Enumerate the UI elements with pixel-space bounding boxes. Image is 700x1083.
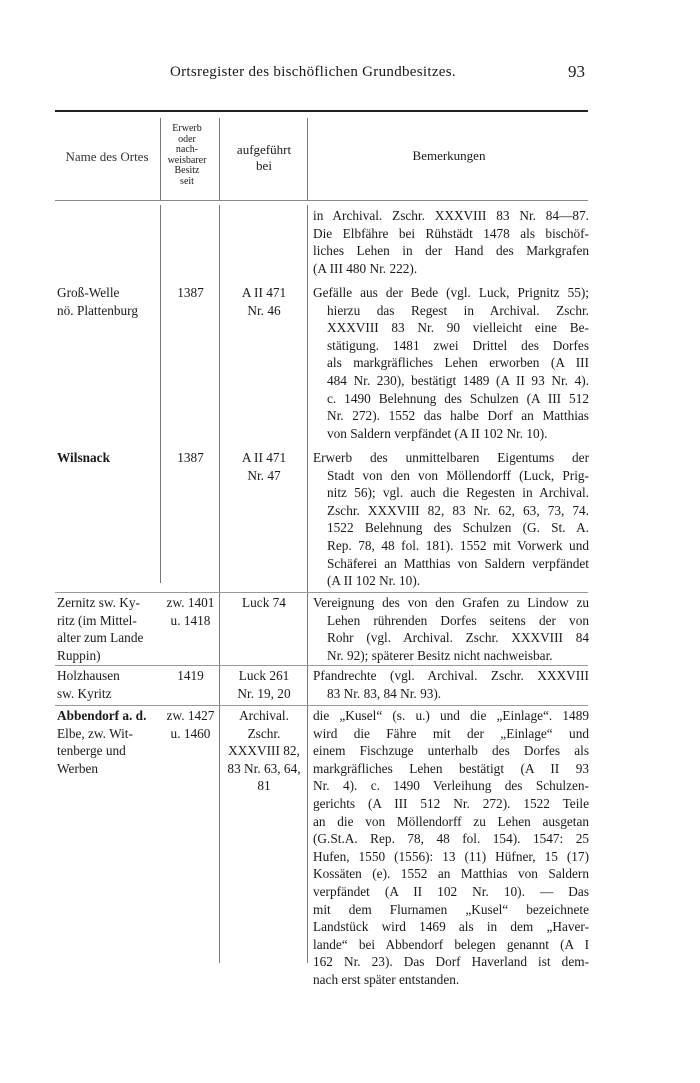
remarks-line: Rep. 78, 48 fol. 181). 1552 mit Vorwerk und xyxy=(327,537,589,553)
remarks-line: (G.St.A. Rep. 78, 48 fol. 154). 1547: 25 xyxy=(313,831,589,847)
remarks-line: Vereignung des von den Grafen zu Lindow zu xyxy=(313,595,589,610)
acquisition-year-line: u. 1460 xyxy=(170,725,211,741)
place-name-line: Zernitz sw. Ky- xyxy=(57,595,140,610)
remarks-line: Nr. 92); späterer Besitz nicht nachweisbar. xyxy=(327,647,553,663)
column-divider xyxy=(219,205,220,963)
remarks-line: verpfändet (A II 102 Nr. 10). — Das xyxy=(313,883,589,899)
remarks-line: an die von Möllendorff zu Lehen ausgetan xyxy=(313,813,589,829)
reference-line: Archival. xyxy=(239,708,289,723)
remarks-line: als markgräfliches Lehen erworben (A III xyxy=(327,355,589,371)
header-bemerkungen-column: Bemerkungen xyxy=(412,148,486,163)
header-erwerb-line: weisbarer xyxy=(167,154,207,166)
reference xyxy=(223,284,305,319)
remarks xyxy=(313,207,589,277)
column-divider xyxy=(307,118,308,200)
remarks-line: Rohr (vgl. Archival. Zschr. XXXVIII 84 xyxy=(327,630,589,646)
top-rule xyxy=(55,110,588,112)
column-divider xyxy=(219,118,220,200)
reference-line: XXXVIII 82, xyxy=(228,743,300,759)
place-name-line: Ruppin) xyxy=(57,647,101,663)
remarks-line: (A III 480 Nr. 222). xyxy=(313,260,418,276)
reference-line: Luck 74 xyxy=(242,595,286,610)
place-name xyxy=(57,707,162,777)
remarks-line: mit dem Flurnamen „Kusel“ bezeichnete xyxy=(313,901,589,917)
remarks-line: Die Elbfähre bei Rühstädt 1478 als bischöf- xyxy=(313,225,589,241)
remarks-line: Schäferei an Matthias von Saldern verpfändet xyxy=(327,555,589,571)
reference-line: Nr. 47 xyxy=(247,467,281,483)
acquisition-year-line: 1387 xyxy=(177,450,204,465)
row-rule xyxy=(55,705,588,706)
header-erwerb-line: oder xyxy=(178,133,196,145)
remarks-line: in Archival. Zschr. XXXVIII 83 Nr. 84—87. xyxy=(313,208,589,223)
column-divider xyxy=(160,118,161,200)
remarks-line: Zschr. XXXVIII 82, 83 Nr. 62, 63, 73, 74. xyxy=(327,502,589,518)
header-rule xyxy=(55,200,588,201)
acquisition-year-line: u. 1418 xyxy=(170,612,211,628)
header-erwerb-line: seit xyxy=(180,175,194,187)
remarks-line: (A II 102 Nr. 10). xyxy=(327,573,421,589)
acquisition-year xyxy=(163,594,218,629)
remarks xyxy=(313,707,589,989)
remarks-line: Pfandrechte (vgl. Archival. Zschr. XXXVIII xyxy=(313,668,589,683)
acquisition-year-line: 1387 xyxy=(177,285,204,300)
remarks-line: wird die Fähre mit der „Einlage“ und xyxy=(313,725,589,741)
remarks-line: Lehen rührenden Dorfes seitens der von xyxy=(327,612,589,628)
place-name-line: Abbendorf a. d. xyxy=(57,708,147,723)
remarks-line: Gefälle aus der Bede (vgl. Luck, Prignitz 55); xyxy=(313,285,589,300)
remarks-line: 484 Nr. 230), bestätigt 1489 (A II 93 Nr. 4). xyxy=(327,372,589,388)
place-name xyxy=(57,594,162,664)
place-name xyxy=(57,449,162,467)
remarks-line: nach erst später entstanden. xyxy=(313,971,460,987)
acquisition-year-line: zw. 1401 xyxy=(166,595,215,610)
column-divider xyxy=(307,205,308,963)
reference xyxy=(223,707,305,795)
reference xyxy=(223,449,305,484)
remarks-line: markgräfliches Lehen bestätigt (A II 93 xyxy=(313,760,589,776)
acquisition-year xyxy=(163,449,218,467)
remarks-line: Nr. 4). c. 1490 Verleihung des Schulzen- xyxy=(313,778,589,794)
remarks-line: 162 Nr. 23). Das Dorf Haverland ist dem- xyxy=(313,954,589,970)
remarks xyxy=(313,667,589,702)
remarks-line: 83 Nr. 83, 84 Nr. 93). xyxy=(327,685,442,701)
header-name-column: Name des Ortes xyxy=(65,149,149,164)
row-rule xyxy=(55,665,588,666)
acquisition-year-line: zw. 1427 xyxy=(166,708,215,723)
place-name-line: nö. Plattenburg xyxy=(57,302,139,318)
place-name-line: ritz (im Mittel- xyxy=(57,612,137,628)
place-name xyxy=(57,284,162,319)
header-erwerb-column xyxy=(156,124,218,187)
place-name-line: Werben xyxy=(57,760,99,776)
remarks-line: c. 1490 Belehnung des Schulzen (A III 512 xyxy=(327,390,589,406)
remarks-line: die „Kusel“ (s. u.) und die „Einlage“. 1489 xyxy=(313,708,589,723)
header-aufgefuehrt-line: aufgeführt xyxy=(236,142,292,157)
place-name-line: tenberge und xyxy=(57,743,126,759)
remarks-line: lande“ bei Abbendorf belegen genannt (A I xyxy=(313,936,589,952)
remarks-line: 1522 Belehnung des Schulzen (G. St. A. xyxy=(327,520,589,536)
remarks xyxy=(313,594,589,664)
remarks-line: hierzu das Regest in Archival. Zschr. xyxy=(327,302,589,318)
remarks xyxy=(313,284,589,442)
header-erwerb-line: Erwerb xyxy=(172,123,202,134)
reference xyxy=(223,594,305,612)
remarks-line: Hufen, 1550 (1556): 13 (11) Hüfner, 15 (17) xyxy=(313,848,589,864)
reference-line: Zschr. xyxy=(247,725,281,741)
header-aufgefuehrt-line: bei xyxy=(256,158,272,173)
remarks-line: Landstück wird 1469 als in dem „Haver- xyxy=(313,919,589,935)
remarks-line: Kossäten (e). 1552 an Matthias von Saldern xyxy=(313,866,589,882)
acquisition-year-line: 1419 xyxy=(177,668,204,683)
remarks-line: stätigung. 1481 zwei Drittel des Dorfes xyxy=(327,337,589,353)
remarks-line: Nr. 272). 1552 das halbe Dorf an Matthias xyxy=(327,408,589,424)
acquisition-year xyxy=(163,284,218,302)
reference xyxy=(223,667,305,702)
place-name-line: Groß-Welle xyxy=(57,285,120,300)
remarks-line: liches Lehen in der Hand des Markgrafen xyxy=(313,243,589,259)
remarks-line: Erwerb des unmittelbaren Eigentums der xyxy=(313,450,589,465)
acquisition-year xyxy=(163,667,218,685)
reference-line: A II 471 xyxy=(241,285,287,300)
reference-line: A II 471 xyxy=(241,450,287,465)
running-head: Ortsregister des bischöflichen Grundbesitzes. xyxy=(170,64,456,80)
place-name-line: Wilsnack xyxy=(57,450,110,465)
page-number: 93 xyxy=(568,62,585,81)
remarks-line: von Saldern verpfändet (A II 102 Nr. 10). xyxy=(327,425,548,441)
header-aufgefuehrt-column xyxy=(223,142,305,174)
remarks-line: Stadt von den von Möllendorff (Luck, Prig- xyxy=(327,467,589,483)
column-divider xyxy=(160,205,161,583)
place-name-line: Elbe, zw. Wit- xyxy=(57,725,133,741)
acquisition-year xyxy=(163,707,218,742)
reference-line: 81 xyxy=(257,778,271,794)
place-name-line: Holzhausen xyxy=(57,668,120,683)
remarks-line: nitz 56); vgl. auch die Regesten in Archival. xyxy=(327,485,589,501)
reference-line: Nr. 19, 20 xyxy=(237,685,291,701)
place-name xyxy=(57,667,162,702)
place-name-line: alter zum Lande xyxy=(57,630,144,646)
reference-line: 83 Nr. 63, 64, xyxy=(227,760,301,776)
header-erwerb-line: Besitz xyxy=(174,165,200,176)
remarks-line: XXXVIII 83 Nr. 90 vielleicht eine Be- xyxy=(327,320,589,336)
place-name-line: sw. Kyritz xyxy=(57,685,112,701)
header-erwerb-line: nach- xyxy=(175,144,199,155)
reference-line: Luck 261 xyxy=(238,668,290,683)
remarks-line: gerichts (A III 512 Nr. 272). 1522 Teile xyxy=(313,795,589,811)
remarks-line: einem Fischzuge unterhalb des Dorfes als xyxy=(313,743,589,759)
remarks xyxy=(313,449,589,590)
row-rule xyxy=(55,592,588,593)
reference-line: Nr. 46 xyxy=(247,302,281,318)
